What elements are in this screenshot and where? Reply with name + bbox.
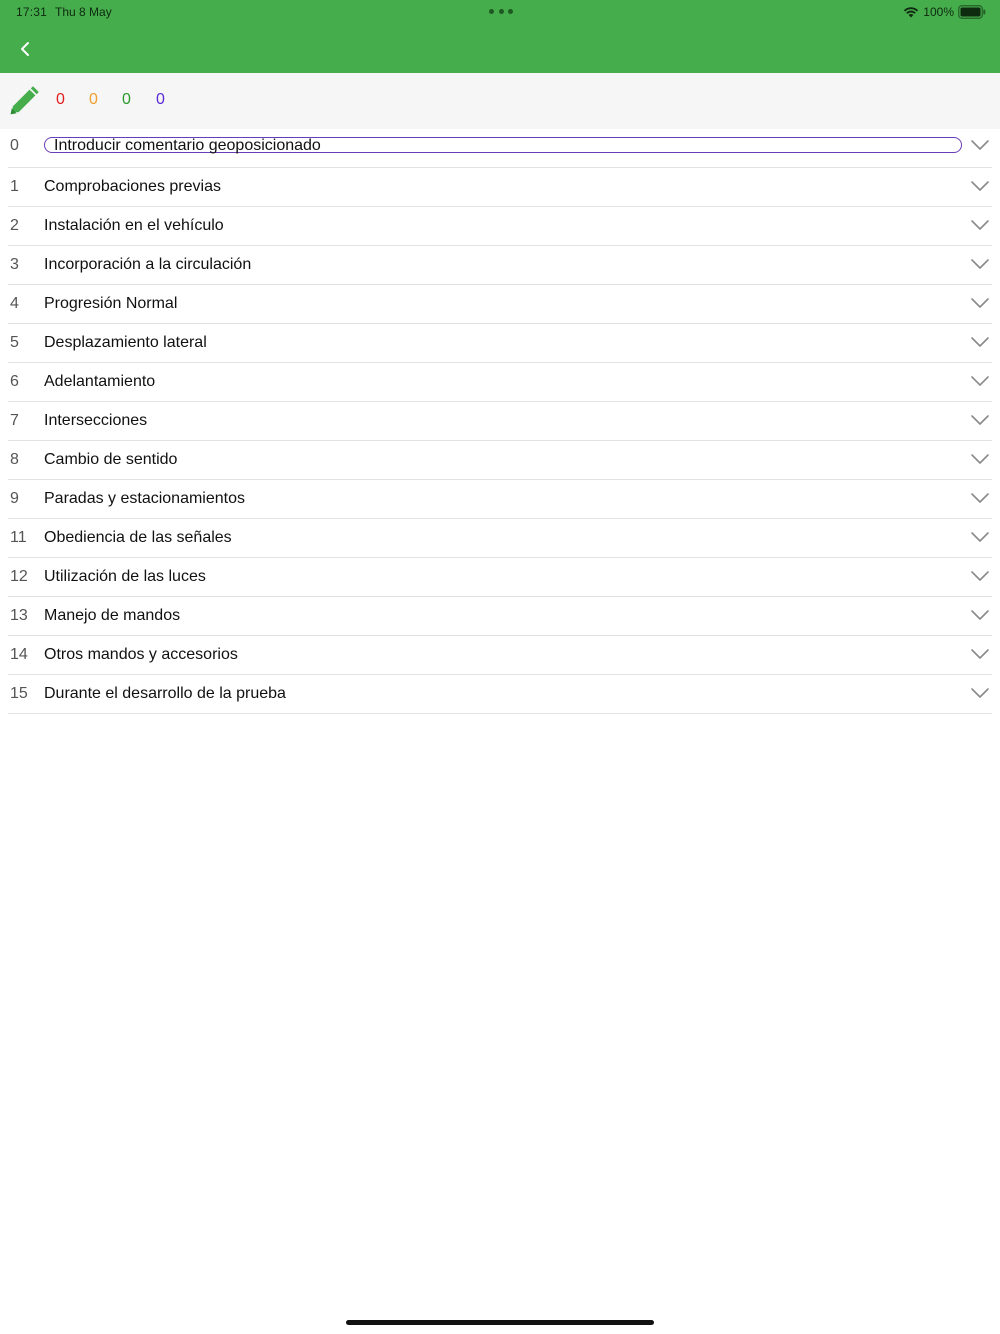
row-label: Durante el desarrollo de la prueba bbox=[44, 685, 286, 702]
multitasking-dots-icon[interactable] bbox=[489, 9, 513, 15]
chevron-down-icon[interactable] bbox=[970, 218, 990, 232]
counter-purple: 0 bbox=[156, 91, 165, 108]
chevron-left-icon bbox=[19, 40, 31, 58]
row-label: Cambio de sentido bbox=[44, 451, 178, 468]
list-item[interactable] bbox=[8, 636, 992, 675]
row-number: 13 bbox=[10, 607, 28, 624]
counter-orange: 0 bbox=[89, 91, 98, 108]
chevron-down-icon[interactable] bbox=[970, 413, 990, 427]
list-item[interactable] bbox=[8, 519, 992, 558]
row-label: Adelantamiento bbox=[44, 373, 156, 390]
chevron-down-icon[interactable] bbox=[970, 491, 990, 505]
chevron-down-icon[interactable] bbox=[970, 179, 990, 193]
row-label: Incorporación a la circulación bbox=[44, 256, 252, 273]
list-item[interactable] bbox=[8, 558, 992, 597]
status-right bbox=[903, 3, 986, 21]
header-bar bbox=[0, 0, 1000, 73]
back-button[interactable] bbox=[12, 36, 38, 62]
list-item[interactable] bbox=[8, 402, 992, 441]
row-number: 14 bbox=[10, 646, 28, 663]
list-item[interactable] bbox=[8, 246, 992, 285]
row-label: Intersecciones bbox=[44, 412, 148, 429]
row-label: Progresión Normal bbox=[44, 295, 178, 312]
chevron-down-icon[interactable] bbox=[970, 569, 990, 583]
pencil-icon[interactable] bbox=[8, 85, 40, 117]
row-number: 5 bbox=[10, 334, 19, 351]
row-label: Instalación en el vehículo bbox=[44, 217, 224, 234]
row-label: Desplazamiento lateral bbox=[44, 334, 207, 351]
home-indicator bbox=[346, 1320, 654, 1325]
comment-input-text: Introducir comentario geoposicionado bbox=[54, 137, 321, 154]
chevron-down-icon[interactable] bbox=[970, 374, 990, 388]
chevron-down-icon[interactable] bbox=[970, 608, 990, 622]
row-label: Utilización de las luces bbox=[44, 568, 206, 585]
chevron-down-icon[interactable] bbox=[970, 335, 990, 349]
row-number: 0 bbox=[10, 137, 19, 154]
row-number: 7 bbox=[10, 412, 19, 429]
chevron-down-icon[interactable] bbox=[970, 452, 990, 466]
counter-green: 0 bbox=[122, 91, 131, 108]
status-time: 17:31 bbox=[16, 5, 48, 19]
row-number: 12 bbox=[10, 568, 28, 585]
wifi-icon bbox=[903, 6, 919, 18]
row-label: Otros mandos y accesorios bbox=[44, 646, 238, 663]
row-label: Comprobaciones previas bbox=[44, 178, 221, 195]
chevron-down-icon[interactable] bbox=[970, 647, 990, 661]
chevron-down-icon[interactable] bbox=[970, 257, 990, 271]
list-item[interactable] bbox=[8, 597, 992, 636]
list-item[interactable] bbox=[8, 207, 992, 246]
list-item[interactable] bbox=[8, 363, 992, 402]
battery-icon bbox=[958, 5, 986, 19]
row-number: 6 bbox=[10, 373, 19, 390]
counter-red: 0 bbox=[56, 91, 65, 108]
row-number: 9 bbox=[10, 490, 19, 507]
row-number: 11 bbox=[10, 529, 27, 546]
row-label: Obediencia de las señales bbox=[44, 529, 232, 546]
row-number: 4 bbox=[10, 295, 19, 312]
chevron-down-icon[interactable] bbox=[970, 530, 990, 544]
row-number: 3 bbox=[10, 256, 19, 273]
battery-percentage: 100% bbox=[923, 5, 954, 19]
list-item[interactable] bbox=[8, 324, 992, 363]
list-item[interactable] bbox=[8, 285, 992, 324]
status-date: Thu 8 May bbox=[55, 5, 112, 19]
list-item[interactable] bbox=[8, 480, 992, 519]
toolbar bbox=[0, 73, 1000, 129]
list-item[interactable] bbox=[8, 168, 992, 207]
row-number: 15 bbox=[10, 685, 28, 702]
list-item[interactable] bbox=[8, 675, 992, 714]
category-list bbox=[0, 129, 1000, 714]
chevron-down-icon[interactable] bbox=[970, 138, 990, 152]
row-label: Manejo de mandos bbox=[44, 607, 181, 624]
row-number: 1 bbox=[10, 178, 19, 195]
chevron-down-icon[interactable] bbox=[970, 686, 990, 700]
row-number: 2 bbox=[10, 217, 19, 234]
row-label: Paradas y estacionamientos bbox=[44, 490, 245, 507]
list-item[interactable] bbox=[8, 441, 992, 480]
chevron-down-icon[interactable] bbox=[970, 296, 990, 310]
row-number: 8 bbox=[10, 451, 19, 468]
list-item-comment[interactable] bbox=[8, 129, 992, 168]
